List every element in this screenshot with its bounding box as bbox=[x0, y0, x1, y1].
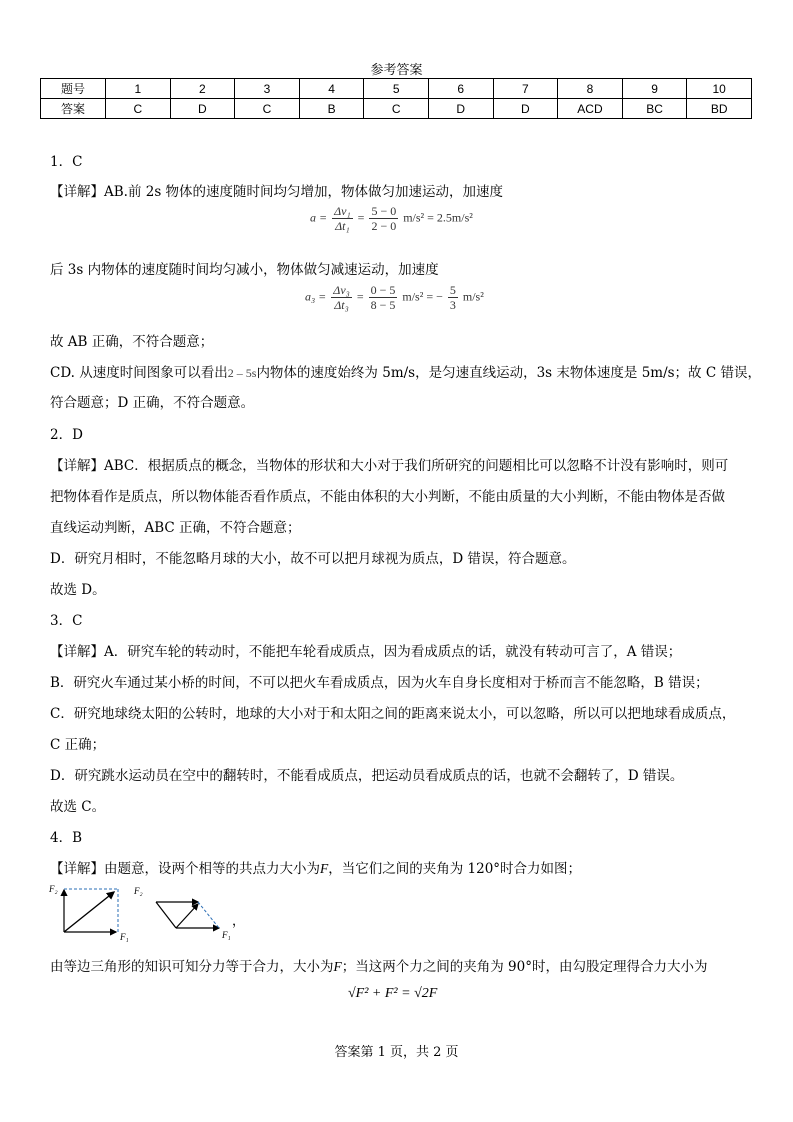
table-cell: D bbox=[170, 99, 235, 119]
q3-line-2: B．研究火车通过某小桥的时间，不可以把火车看成质点，因为火车自身长度相对于桥而言不能忽略，B 错误； bbox=[50, 675, 709, 691]
label-f1: F₁ bbox=[222, 930, 231, 940]
q1-line-4 bbox=[50, 361, 761, 381]
q3-line-6: 故选 C。 bbox=[50, 799, 106, 815]
eq-num: 5 bbox=[449, 283, 456, 297]
q1-line-2: 后 3s 内物体的速度随时间均匀减小，物体做匀减速运动，加速度 bbox=[50, 262, 439, 278]
question-4-heading: 4．B bbox=[50, 830, 83, 846]
eq-fraction bbox=[369, 204, 398, 233]
q4-line-1-text: ，当它们之间的夹角为 120°时合力如图； bbox=[328, 861, 582, 877]
table-cell: 10 bbox=[687, 79, 752, 99]
time-range: 2 – 5s bbox=[227, 366, 257, 380]
table-header-cell: 答案 bbox=[41, 99, 106, 119]
eq-sign: = bbox=[356, 289, 364, 304]
table-row bbox=[41, 79, 752, 99]
q2-line-2: 把物体看作是质点，所以物体能否看作质点，不能由体积的大小判断，不能由质量的大小判断，不能由物体是否做 bbox=[50, 489, 725, 505]
table-cell: 2 bbox=[170, 79, 235, 99]
q3-line-1: 【详解】A．研究车轮的转动时，不能把车轮看成质点，因为看成质点的话，就没有转动可言了，A 错误； bbox=[50, 644, 682, 660]
q4-formula: √F² + F² = √2F bbox=[348, 986, 438, 1001]
q3-line-5: D．研究跳水运动员在空中的翻转时，不能看成质点，把运动员看成质点的话，也就不会翻转了，D 错误。 bbox=[50, 768, 684, 784]
q4-line-2-text: ；当这两个力之间的夹角为 90°时，由勾股定理得合力大小为 bbox=[341, 959, 708, 975]
table-cell: 4 bbox=[299, 79, 364, 99]
q4-line-1-text: 【详解】由题意，设两个相等的共点力大小为 bbox=[50, 861, 320, 877]
q1-equation-2 bbox=[305, 283, 484, 312]
dashed-guide bbox=[198, 902, 219, 928]
force-arrow-f2 bbox=[156, 902, 176, 928]
q4-line-2 bbox=[50, 955, 707, 975]
resultant-arrow bbox=[176, 904, 198, 928]
table-cell: C bbox=[106, 99, 171, 119]
q4-line-2-text: 由等边三角形的知识可知分力等于合力，大小为 bbox=[50, 959, 334, 975]
eq-sign: = bbox=[357, 210, 365, 225]
eq-fraction bbox=[331, 283, 352, 312]
force-variable: F bbox=[333, 959, 342, 974]
answer-table bbox=[40, 78, 752, 119]
table-cell: 7 bbox=[493, 79, 558, 99]
table-cell: 1 bbox=[106, 79, 171, 99]
page-title: 参考答案 bbox=[370, 63, 423, 78]
table-cell: 5 bbox=[364, 79, 429, 99]
table-header-cell: 题号 bbox=[41, 79, 106, 99]
q4-line-1 bbox=[50, 857, 581, 877]
eq-den: Δt₃ bbox=[334, 298, 349, 312]
eq-fraction bbox=[369, 283, 398, 312]
q2-line-5: 故选 D。 bbox=[50, 582, 106, 598]
eq-rest: m/s² = 2.5m/s² bbox=[403, 210, 473, 225]
q2-line-4: D．研究月相时，不能忽略月球的大小，故不可以把月球视为质点，D 错误，符合题意。 bbox=[50, 551, 576, 567]
q1-line-5: 符合题意；D 正确，不符合题意。 bbox=[50, 395, 255, 411]
eq-fraction bbox=[332, 204, 353, 233]
table-cell: C bbox=[364, 99, 429, 119]
table-cell: C bbox=[235, 99, 300, 119]
question-2-heading: 2．D bbox=[50, 427, 83, 443]
table-cell: D bbox=[428, 99, 493, 119]
table-cell: 8 bbox=[558, 79, 623, 99]
q1-line-3: 故 AB 正确，不符合题意； bbox=[50, 334, 214, 350]
q1-line-4-text: CD. 从速度时间图象可以看出 bbox=[50, 365, 228, 381]
eq-den: 8 − 5 bbox=[370, 298, 396, 312]
table-cell: D bbox=[493, 99, 558, 119]
q3-line-3: C．研究地球绕太阳的公转时，地球的大小对于和太阳之间的距离来说太小，可以忽略，所以可以把地球看成质点， bbox=[50, 706, 736, 722]
label-f2: F₂ bbox=[49, 884, 58, 894]
table-cell: B bbox=[299, 99, 364, 119]
table-cell: 3 bbox=[235, 79, 300, 99]
q2-line-3: 直线运动判断，ABC 正确，不符合题意； bbox=[50, 520, 301, 536]
eq-rest: m/s² bbox=[462, 289, 484, 304]
eq-num: 0 − 5 bbox=[370, 283, 396, 297]
eq-num: Δv₃ bbox=[333, 283, 350, 297]
eq-num: 5 − 0 bbox=[371, 204, 397, 218]
label-f2: F₂ bbox=[134, 886, 143, 896]
question-3-heading: 3．C bbox=[50, 613, 83, 629]
table-row bbox=[41, 99, 752, 119]
eq-den: 3 bbox=[449, 298, 456, 312]
force-variable: F bbox=[320, 861, 329, 876]
table-cell: 9 bbox=[622, 79, 687, 99]
question-1-heading: 1．C bbox=[50, 154, 83, 170]
label-f1: F₁ bbox=[120, 932, 129, 942]
q3-line-4: C 正确； bbox=[50, 737, 106, 753]
table-cell: ACD bbox=[558, 99, 623, 119]
resultant-arrow bbox=[64, 892, 114, 932]
page-footer: 答案第 1 页，共 2 页 bbox=[334, 1045, 459, 1060]
eq-mid: m/s² = − bbox=[402, 289, 443, 304]
eq-den: Δt₁ bbox=[335, 219, 350, 233]
q2-line-1: 【详解】ABC．根据质点的概念，当物体的形状和大小对于我们所研究的问题相比可以忽略不计没有影响时，则可 bbox=[50, 458, 729, 474]
figure-comma: ， bbox=[232, 914, 246, 929]
table-cell: 6 bbox=[428, 79, 493, 99]
force-diagram bbox=[46, 880, 236, 942]
eq-fraction bbox=[448, 283, 458, 312]
q1-line-4-text: 内物体的速度始终为 5m/s，是匀速直线运动，3s 末物体速度是 5m/s；故 C 错误， bbox=[256, 365, 761, 381]
table-cell: BD bbox=[687, 99, 752, 119]
q1-equation-1 bbox=[310, 204, 473, 233]
eq-lhs: a = bbox=[310, 210, 328, 225]
eq-lhs: a₃ = bbox=[305, 289, 327, 304]
q1-line-1: 【详解】AB.前 2s 物体的速度随时间均匀增加，物体做匀加速运动，加速度 bbox=[50, 184, 504, 200]
table-cell: BC bbox=[622, 99, 687, 119]
eq-den: 2 − 0 bbox=[371, 219, 397, 233]
eq-num: Δv₁ bbox=[334, 204, 351, 218]
